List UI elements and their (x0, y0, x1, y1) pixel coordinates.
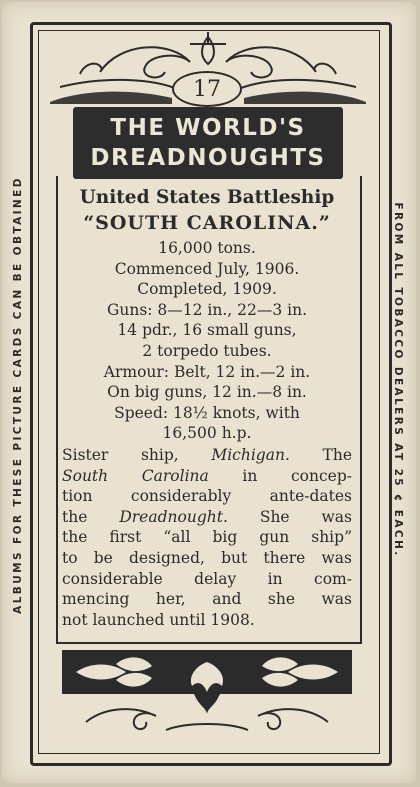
description-paragraph (62, 445, 352, 630)
side-text-dealers: FROM ALL TOBACCO DEALERS AT 25 ¢ EACH. (392, 202, 404, 558)
title-banner (73, 107, 343, 179)
title-line-2: DREADNOUGHTS (90, 145, 326, 171)
desc-line (62, 507, 352, 528)
desc-line: considerable delay in com- (62, 569, 352, 588)
desc-italic: Michigan. (211, 445, 290, 464)
bottom-leaf-ornament (56, 644, 358, 742)
spec-guns-2: 14 pdr., 16 small guns, (117, 321, 297, 340)
desc-line: tion considerably ante-dates (62, 487, 352, 506)
card-number-badge: 17 (172, 71, 242, 107)
desc-italic: South Carolina (62, 466, 209, 485)
spec-armour-2: On big guns, 12 in.—8 in. (107, 383, 307, 402)
desc-line (62, 466, 352, 487)
spec-completed: Completed, 1909. (137, 280, 277, 299)
side-text-albums: ALBUMS FOR THESE PICTURE CARDS CAN BE OBTAINED (12, 176, 24, 614)
desc-text: She was (227, 507, 353, 526)
ship-name-heading: “SOUTH CAROLINA.” (83, 212, 331, 234)
spec-commenced: Commenced July, 1906. (114, 259, 300, 278)
spec-guns-1: Guns: 8—12 in., 22—3 in. (106, 300, 308, 319)
spec-speed-2: 16,500 h.p. (162, 424, 252, 443)
title-line-1: THE WORLD'S (110, 115, 306, 141)
spec-tons: 16,000 tons. (158, 239, 256, 257)
desc-line: mencing her, and she was (62, 590, 352, 609)
desc-text: in concep- (208, 466, 352, 485)
desc-italic: Dreadnought. (119, 507, 228, 526)
desc-text: the (62, 507, 120, 526)
spec-speed-1: Speed: 18½ knots, with (114, 403, 300, 422)
desc-line: to be designed, but there was (62, 548, 352, 567)
spec-guns-3: 2 torpedo tubes. (142, 341, 272, 360)
desc-line (62, 445, 352, 466)
spec-armour-1: Armour: Belt, 12 in.—2 in. (103, 362, 311, 381)
card-body (62, 186, 352, 630)
desc-text: The (289, 445, 352, 464)
desc-line: not launched until 1908. (62, 610, 255, 629)
desc-text: Sister ship, (62, 445, 212, 464)
desc-line: the first “all big gun ship” (62, 528, 352, 547)
ship-class-heading: United States Battleship (79, 187, 335, 208)
